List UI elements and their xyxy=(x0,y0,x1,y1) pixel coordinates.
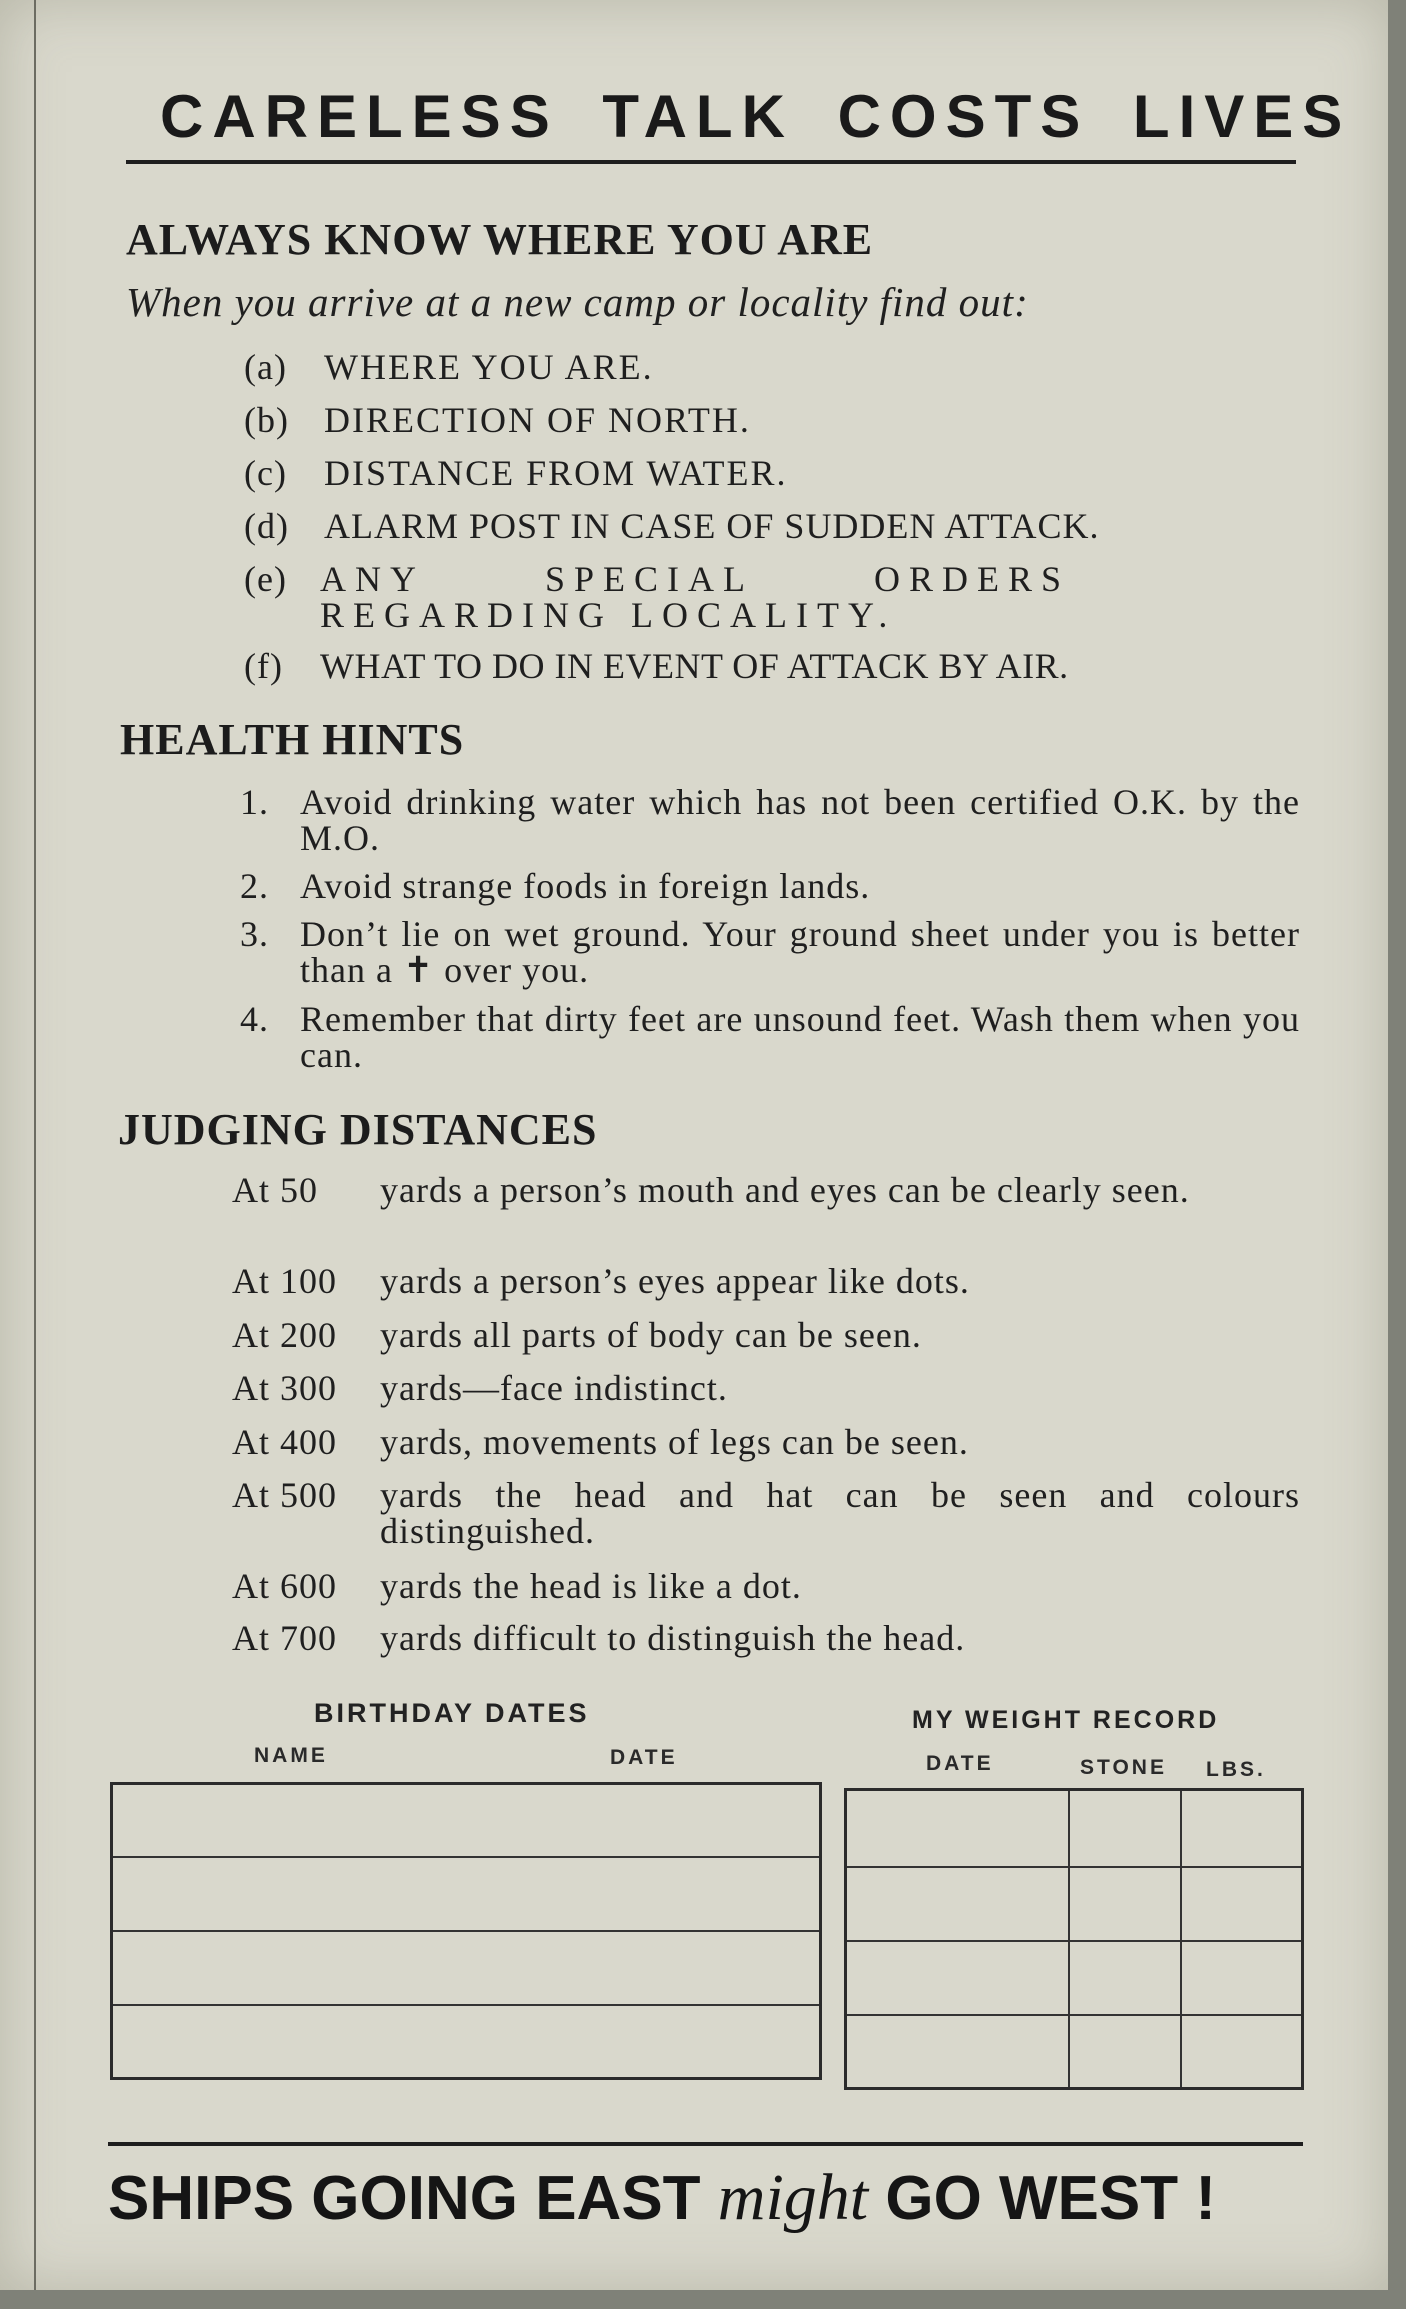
item-text: yards the head and hat can be seen and colours distinguished. xyxy=(380,1475,1300,1551)
item-text: WHAT TO DO IN EVENT OF ATTACK BY AIR. xyxy=(320,646,1069,686)
item-marker: (a) xyxy=(244,347,287,387)
main-title: CARELESS TALK COSTS LIVES xyxy=(160,83,1352,150)
item-text: yards—face indistinct. xyxy=(380,1368,728,1408)
item-marker: (b) xyxy=(244,400,289,440)
item-marker: At 500 xyxy=(232,1475,337,1515)
item-text: DISTANCE FROM WATER. xyxy=(324,453,788,493)
item-marker: 2. xyxy=(240,866,269,906)
item-marker: At 300 xyxy=(232,1368,337,1408)
item-text: yards the head is like a dot. xyxy=(380,1566,802,1606)
item-marker: (e) xyxy=(244,559,287,599)
item-text: ANY SPECIAL ORDERS REGARDING LOCALITY. xyxy=(320,559,1070,635)
weight-title: MY WEIGHT RECORD xyxy=(912,1706,1220,1734)
item-text: yards, movements of legs can be seen. xyxy=(380,1422,969,1462)
page-edge-right xyxy=(1388,0,1406,2309)
table-row-line xyxy=(847,2014,1301,2016)
item-marker: At 200 xyxy=(232,1315,337,1355)
weight-col-date: DATE xyxy=(926,1752,994,1775)
item-text: DIRECTION OF NORTH. xyxy=(324,400,751,440)
table-row-line xyxy=(847,1866,1301,1868)
page-edge-bottom xyxy=(0,2290,1406,2309)
table-row-line xyxy=(113,1856,819,1858)
heading-judging-distances: JUDGING DISTANCES xyxy=(118,1105,598,1154)
fold-line xyxy=(34,0,36,2290)
table-row-line xyxy=(847,1940,1301,1942)
item-text: WHERE YOU ARE. xyxy=(324,347,654,387)
title-underline xyxy=(126,160,1296,164)
birthday-col-name: NAME xyxy=(254,1744,328,1767)
heading-know-where: ALWAYS KNOW WHERE YOU ARE xyxy=(126,215,874,264)
slogan-part-2: might xyxy=(717,2161,869,2234)
item-marker: At 700 xyxy=(232,1618,337,1658)
slogan-rule xyxy=(108,2142,1303,2146)
item-marker: (c) xyxy=(244,453,287,493)
item-marker: At 600 xyxy=(232,1566,337,1606)
item-marker: (d) xyxy=(244,506,289,546)
item-text: yards difficult to distinguish the head. xyxy=(380,1618,966,1658)
weight-col-stone: STONE xyxy=(1080,1756,1167,1779)
slogan-part-3: GO WEST ! xyxy=(885,2164,1217,2233)
table-col-line xyxy=(1068,1791,1070,2087)
item-text: ALARM POST IN CASE OF SUDDEN ATTACK. xyxy=(324,506,1100,546)
item-text: Remember that dirty feet are unsound feet. Wash them when you can. xyxy=(300,999,1300,1075)
item-marker: At 100 xyxy=(232,1261,337,1301)
slogan xyxy=(108,2160,1308,2236)
weight-table xyxy=(844,1788,1304,2090)
item-text: Avoid drinking water which has not been certified O.K. by the M.O. xyxy=(300,782,1300,858)
table-row-line xyxy=(113,1930,819,1932)
intro-text: When you arrive at a new camp or locality find out: xyxy=(126,279,1029,325)
birthday-col-date: DATE xyxy=(610,1746,678,1769)
item-marker: (f) xyxy=(244,646,283,686)
item-marker: 4. xyxy=(240,999,269,1039)
slogan-part-1: SHIPS GOING EAST xyxy=(108,2164,701,2233)
item-marker: 1. xyxy=(240,782,269,822)
item-text: Don’t lie on wet ground. Your ground sheet under you is better than a ✝ over you. xyxy=(300,914,1300,990)
table-col-line xyxy=(1180,1791,1182,2087)
item-text: Avoid strange foods in foreign lands. xyxy=(300,866,871,906)
table-row-line xyxy=(113,2004,819,2006)
item-marker: At 400 xyxy=(232,1422,337,1462)
heading-health-hints: HEALTH HINTS xyxy=(120,715,465,764)
item-marker: At 50 xyxy=(232,1170,318,1210)
birthday-title: BIRTHDAY DATES xyxy=(314,1698,590,1728)
item-text: yards all parts of body can be seen. xyxy=(380,1315,922,1355)
item-text: yards a person’s mouth and eyes can be clearly seen. xyxy=(380,1170,1190,1210)
weight-col-lbs: LBS. xyxy=(1206,1758,1266,1781)
item-marker: 3. xyxy=(240,914,269,954)
item-text: yards a person’s eyes appear like dots. xyxy=(380,1261,970,1301)
